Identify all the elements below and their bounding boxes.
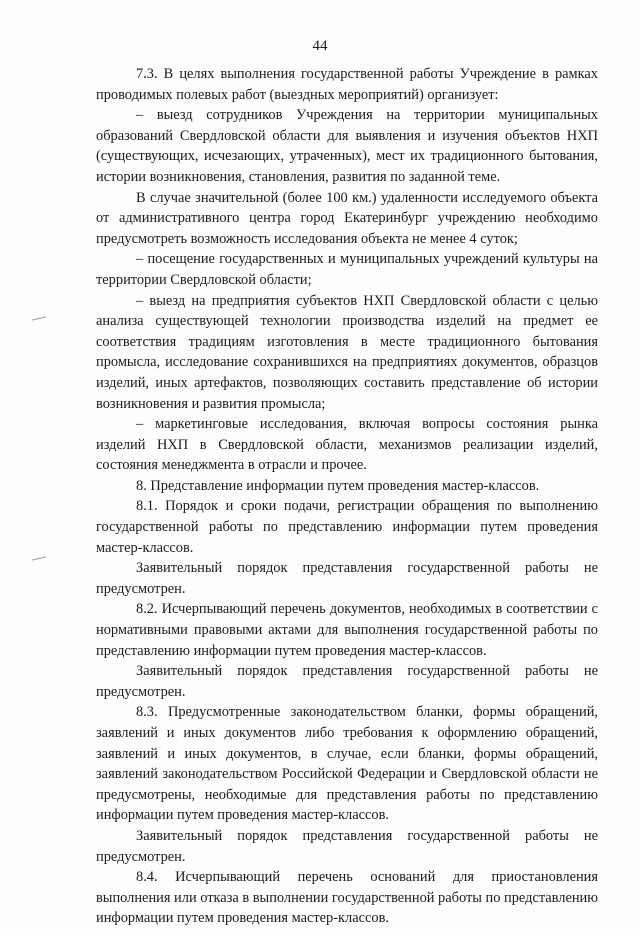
paragraph: 8.2. Исчерпывающий перечень документов, необходимых в соответствии с нормативными правовыми актами для выполнения государственной работы по представлению информации путем проведения мастер-классов. [96, 601, 598, 659]
paragraph: – выезд сотрудников Учреждения на территории муниципальных образований Свердловской области для выявления и изучения объектов НХП (существующих, исчезающих, утраченных), мест их традиционного бытования, истории возникновения, становления, развития по заданной теме. [96, 107, 598, 185]
paragraph: В случае значительной (более 100 км.) удаленности исследуемого объекта от административного центра город Екатеринбург учреждению необходимо предусмотреть возможность исследования объекта не менее 4 суток; [96, 189, 598, 247]
paragraph: 7.3. В целях выполнения государственной работы Учреждение в рамках проводимых полевых работ (выездных мероприятий) организует: [96, 66, 598, 103]
paragraph: 8.4. Исчерпывающий перечень оснований для приостановления выполнения или отказа в выполнении государственной работы по представлению информации путем проведения мастер-классов. [96, 869, 598, 927]
page-number: 44 [312, 38, 328, 54]
paragraph: – выезд на предприятия субъектов НХП Свердловской области с целью анализа существующей технологии производства изделий на предмет ее соответствия традициям изготовления в месте традиционного бытования промысла, исследование сохранившихся на предприятиях документов, образцов изделий, иных артефактов, позволяющих составить представление об истории возникновения и развития промысла; [96, 292, 598, 412]
section-heading: 8. Представление информации путем проведения мастер-классов. [136, 477, 540, 494]
paragraph: Заявительный порядок представления государственной работы не предусмотрен. [96, 663, 598, 700]
paragraph: Заявительный порядок представления государственной работы не предусмотрен. [96, 560, 598, 597]
paragraph: – посещение государственных и муниципальных учреждений культуры на территории Свердловской области; [96, 251, 598, 288]
paragraph: Заявительный порядок представления государственной работы не предусмотрен. [96, 827, 598, 865]
document-body [96, 64, 598, 929]
scan-mark [32, 557, 46, 561]
paragraph: 8.3. Предусмотренные законодательством бланки, формы обращений, заявлений и иных документов либо требования к оформлению обращений, заявлений и иных документов, в случае, если бланки, формы обращений, заявлений законодательством Российской Федерации и Свердловской области не предусмотрены, необходимые для представления работы по представлению информации путем проведения мастер-классов. [96, 704, 598, 824]
scan-mark [32, 317, 46, 321]
paragraph: – маркетинговые исследования, включая вопросы состояния рынка изделий НХП в Свердловской области, механизмов реализации изделий, состояния менеджмента в отрасли и прочее. [96, 416, 598, 474]
paragraph: 8.1. Порядок и сроки подачи, регистрации обращения по выполнению государственной работы по представлению информации путем проведения мастер-классов. [96, 498, 598, 556]
